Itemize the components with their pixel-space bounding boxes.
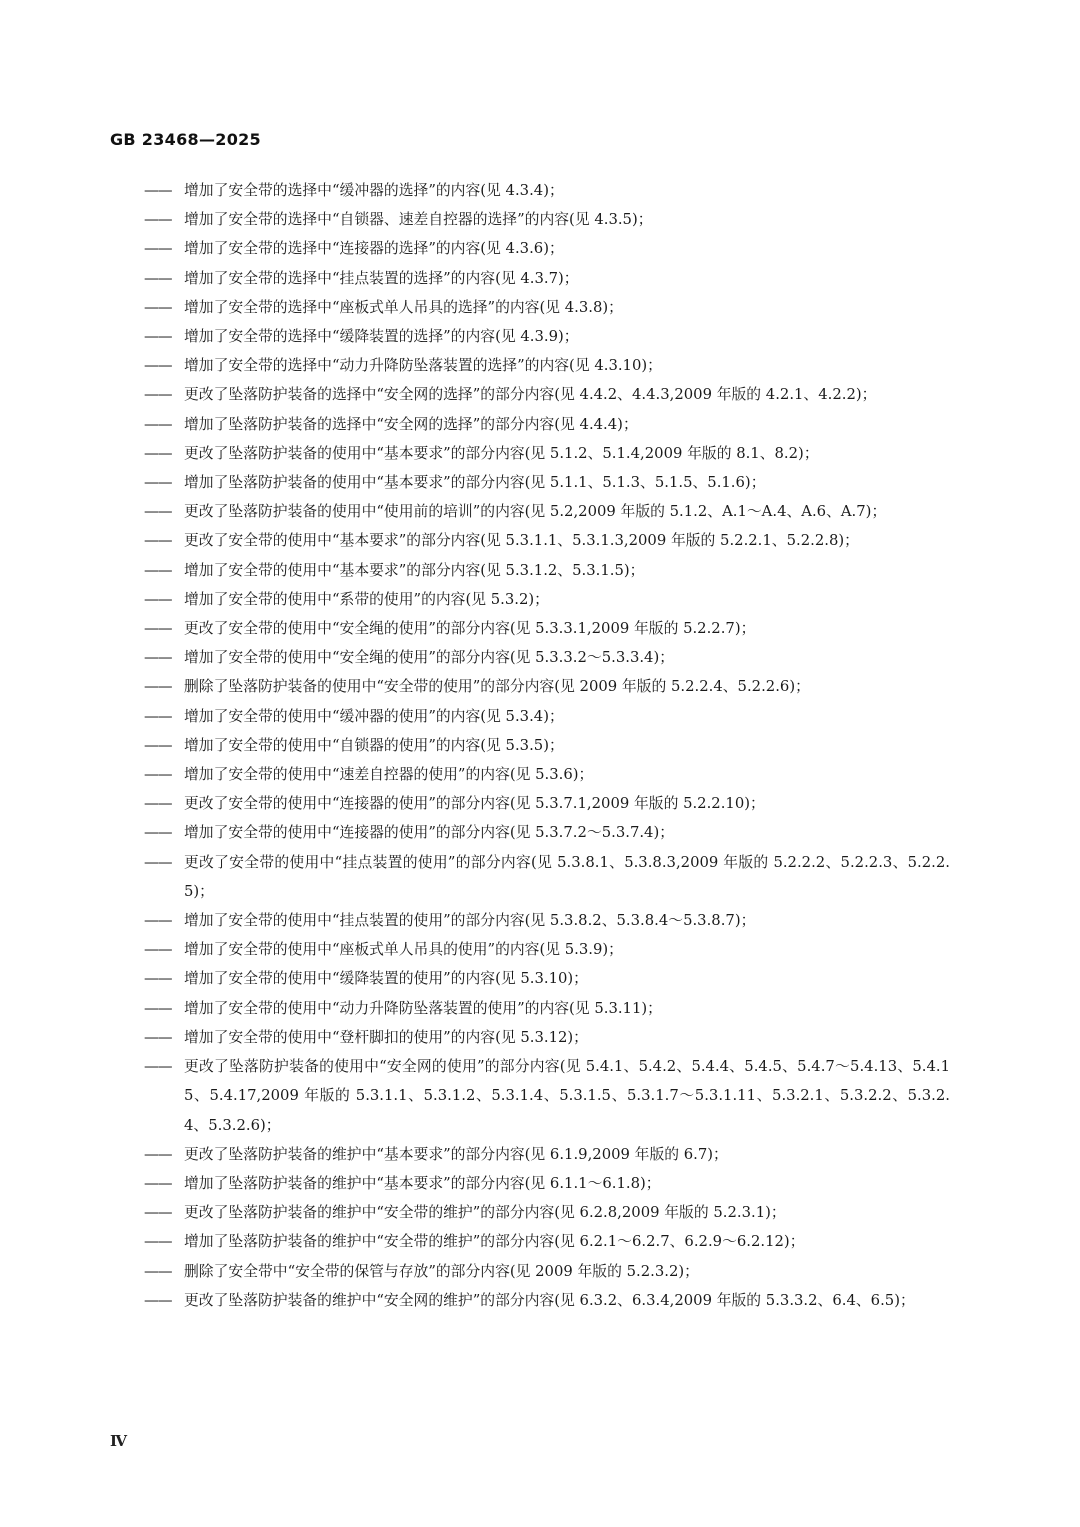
- list-item: [144, 1023, 950, 1052]
- list-item: [144, 205, 950, 234]
- item-text: 更改了安全带的使用中“连接器的使用”的部分内容(见 5.3.7.1,2009 年版的 5.2.2.10)；: [184, 795, 765, 813]
- item-dash: ——: [144, 211, 172, 229]
- item-dash: ——: [144, 1204, 172, 1222]
- item-text: 增加了安全带的选择中“缓降装置的选择”的内容(见 4.3.9)；: [184, 328, 579, 346]
- item-dash: ——: [144, 415, 172, 433]
- item-text: 更改了安全带的使用中“挂点装置的使用”的部分内容(见 5.3.8.1、5.3.8.3,2009 年版的 5.2.2.2、5.2.2.3、5.2.2.5)；: [184, 853, 950, 900]
- item-dash: ——: [144, 1291, 172, 1309]
- item-dash: ——: [144, 1233, 172, 1251]
- list-item: [144, 322, 950, 351]
- item-dash: ——: [144, 474, 172, 492]
- item-text: 增加了坠落防护装备的选择中“安全网的选择”的部分内容(见 4.4.4)；: [184, 415, 638, 433]
- item-text: 增加了安全带的选择中“自锁器、速差自控器的选择”的内容(见 4.3.5)；: [184, 211, 653, 229]
- item-dash: ——: [144, 503, 172, 521]
- list-item: [144, 848, 950, 906]
- item-dash: ——: [144, 590, 172, 608]
- item-text: 增加了安全带的使用中“缓冲器的使用”的内容(见 5.3.4)；: [184, 707, 564, 725]
- list-item: [144, 264, 950, 293]
- item-text: 增加了安全带的选择中“座板式单人吊具的选择”的内容(见 4.3.8)；: [184, 298, 623, 316]
- item-dash: ——: [144, 912, 172, 930]
- list-item: [144, 994, 950, 1023]
- item-dash: ——: [144, 970, 172, 988]
- item-dash: ——: [144, 1028, 172, 1046]
- item-text: 增加了安全带的选择中“缓冲器的选择”的内容(见 4.3.4)；: [184, 182, 564, 199]
- list-item: [144, 585, 950, 614]
- list-item: [144, 1227, 950, 1256]
- list-item: [144, 614, 950, 643]
- item-text: 增加了安全带的使用中“缓降装置的使用”的内容(见 5.3.10)；: [184, 970, 588, 988]
- item-text: 更改了安全带的使用中“安全绳的使用”的部分内容(见 5.3.3.1,2009 年版的 5.2.2.7)；: [184, 620, 756, 638]
- item-text: 更改了坠落防护装备的使用中“基本要求”的部分内容(见 5.1.2、5.1.4,2009 年版的 8.1、8.2)；: [184, 444, 819, 462]
- item-dash: ——: [144, 298, 172, 316]
- item-text: 更改了坠落防护装备的使用中“使用前的培训”的内容(见 5.2,2009 年版的 5.1.2、A.1～A.4、A.6、A.7)；: [184, 503, 887, 521]
- list-item: [144, 1169, 950, 1198]
- item-text: 更改了坠落防护装备的维护中“安全带的维护”的部分内容(见 6.2.8,2009 年版的 5.2.3.1)；: [184, 1204, 786, 1222]
- item-dash: ——: [144, 444, 172, 462]
- list-item: [144, 176, 950, 205]
- list-item: [144, 760, 950, 789]
- item-text: 增加了坠落防护装备的维护中“基本要求”的部分内容(见 6.1.1～6.1.8)；: [184, 1174, 661, 1192]
- list-item: [144, 497, 950, 526]
- list-item: [144, 818, 950, 847]
- item-text: 增加了安全带的使用中“座板式单人吊具的使用”的内容(见 5.3.9)；: [184, 941, 623, 959]
- item-text: 增加了安全带的使用中“连接器的使用”的部分内容(见 5.3.7.2～5.3.7.4)；: [184, 824, 675, 842]
- item-text: 删除了坠落防护装备的使用中“安全带的使用”的部分内容(见 2009 年版的 5.2.2.4、5.2.2.6)；: [184, 678, 810, 696]
- item-dash: ——: [144, 766, 172, 784]
- item-text: 增加了安全带的选择中“挂点装置的选择”的内容(见 4.3.7)；: [184, 269, 579, 287]
- list-item: [144, 964, 950, 993]
- list-item: [144, 234, 950, 263]
- list-item: [144, 643, 950, 672]
- item-text: 删除了安全带中“安全带的保管与存放”的部分内容(见 2009 年版的 5.2.3.2)；: [184, 1262, 699, 1280]
- list-item: [144, 1257, 950, 1286]
- item-dash: ——: [144, 1058, 172, 1076]
- list-item: [144, 702, 950, 731]
- list-item: [144, 293, 950, 322]
- item-dash: ——: [144, 620, 172, 638]
- item-dash: ——: [144, 1145, 172, 1163]
- item-dash: ——: [144, 999, 172, 1017]
- item-dash: ——: [144, 736, 172, 754]
- item-dash: ——: [144, 824, 172, 842]
- item-text: 增加了安全带的使用中“速差自控器的使用”的内容(见 5.3.6)；: [184, 766, 594, 784]
- change-list: [144, 176, 950, 1315]
- list-item: [144, 672, 950, 701]
- list-item: [144, 935, 950, 964]
- list-item: [144, 1140, 950, 1169]
- item-text: 更改了坠落防护装备的选择中“安全网的选择”的部分内容(见 4.4.2、4.4.3,2009 年版的 4.2.1、4.2.2)；: [184, 386, 877, 404]
- list-item: [144, 439, 950, 468]
- item-text: 更改了坠落防护装备的维护中“基本要求”的部分内容(见 6.1.9,2009 年版的 6.7)；: [184, 1145, 728, 1163]
- item-dash: ——: [144, 678, 172, 696]
- item-dash: ——: [144, 1262, 172, 1280]
- item-dash: ——: [144, 328, 172, 346]
- item-dash: ——: [144, 1174, 172, 1192]
- item-text: 增加了安全带的使用中“系带的使用”的内容(见 5.3.2)；: [184, 590, 549, 608]
- item-dash: ——: [144, 182, 172, 199]
- item-text: 增加了安全带的使用中“挂点装置的使用”的部分内容(见 5.3.8.2、5.3.8.4～5.3.8.7)；: [184, 912, 756, 930]
- item-dash: ——: [144, 240, 172, 258]
- list-item: [144, 731, 950, 760]
- item-text: 增加了安全带的使用中“基本要求”的部分内容(见 5.3.1.2、5.3.1.5)；: [184, 561, 645, 579]
- item-text: 更改了安全带的使用中“基本要求”的部分内容(见 5.3.1.1、5.3.1.3,2009 年版的 5.2.2.1、5.2.2.8)；: [184, 532, 859, 550]
- item-text: 增加了坠落防护装备的使用中“基本要求”的部分内容(见 5.1.1、5.1.3、5.1.5、5.1.6)；: [184, 474, 766, 492]
- item-text: 增加了安全带的选择中“动力升降防坠落装置的选择”的内容(见 4.3.10)；: [184, 357, 662, 375]
- list-item: [144, 906, 950, 935]
- item-dash: ——: [144, 941, 172, 959]
- item-dash: ——: [144, 532, 172, 550]
- item-text: 增加了安全带的使用中“自锁器的使用”的内容(见 5.3.5)；: [184, 736, 564, 754]
- list-item: [144, 410, 950, 439]
- list-item: [144, 1198, 950, 1227]
- item-text: 增加了安全带的选择中“连接器的选择”的内容(见 4.3.6)；: [184, 240, 564, 258]
- item-text: 增加了坠落防护装备的维护中“安全带的维护”的部分内容(见 6.2.1～6.2.7、6.2.9～6.2.12)；: [184, 1233, 805, 1251]
- item-text: 更改了坠落防护装备的使用中“安全网的使用”的部分内容(见 5.4.1、5.4.2、5.4.4、5.4.5、5.4.7～5.4.13、5.4.15、5.4.17,2009 年版的 5.3.1.1、5.3.1.2、5.3.1.4、5.3.1.5、5.3.1.7～5.3.1.11、5.3.2.1、5.3.2.2、5.3.2.4、5.3.2.6)；: [184, 1058, 950, 1134]
- item-dash: ——: [144, 561, 172, 579]
- item-dash: ——: [144, 707, 172, 725]
- list-item: [144, 556, 950, 585]
- list-item: [144, 1286, 950, 1315]
- list-item: [144, 380, 950, 409]
- page-number: Ⅳ: [110, 1432, 128, 1450]
- item-text: 增加了安全带的使用中“动力升降防坠落装置的使用”的内容(见 5.3.11)；: [184, 999, 662, 1017]
- list-item: [144, 789, 950, 818]
- item-dash: ——: [144, 795, 172, 813]
- item-dash: ——: [144, 853, 172, 871]
- item-dash: ——: [144, 649, 172, 667]
- list-item: [144, 468, 950, 497]
- item-text: 增加了安全带的使用中“安全绳的使用”的部分内容(见 5.3.3.2～5.3.3.4)；: [184, 649, 675, 667]
- item-dash: ——: [144, 357, 172, 375]
- item-dash: ——: [144, 269, 172, 287]
- item-text: 更改了坠落防护装备的维护中“安全网的维护”的部分内容(见 6.3.2、6.3.4,2009 年版的 5.3.3.2、6.4、6.5)；: [184, 1291, 915, 1309]
- standard-code-header: GB 23468—2025: [110, 130, 261, 149]
- list-item: [144, 526, 950, 555]
- list-item: [144, 1052, 950, 1140]
- item-dash: ——: [144, 386, 172, 404]
- item-text: 增加了安全带的使用中“登杆脚扣的使用”的内容(见 5.3.12)；: [184, 1028, 588, 1046]
- list-item: [144, 351, 950, 380]
